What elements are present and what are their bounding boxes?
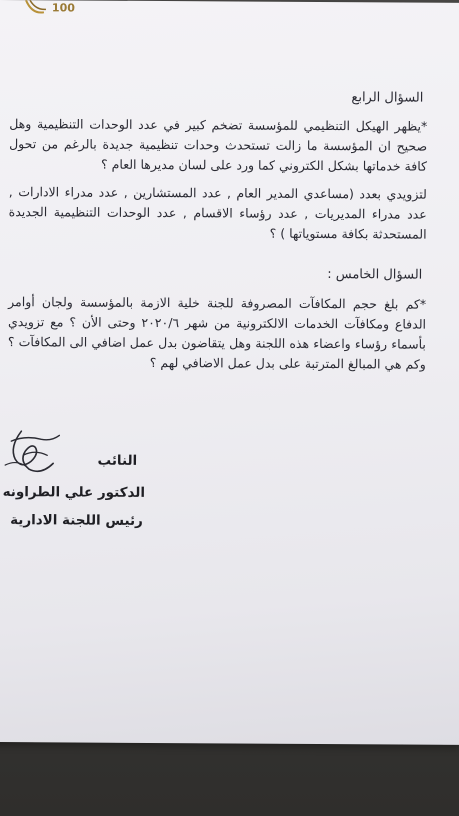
question-4-intro: *يظهر الهيكل التنظيمي للمؤسسة تضخم كبير في عدد الوحدات التنظيمية وهل صحيح ان المؤسسة ما زالت تستحدث وحدات تنظيمية جديدة بالرغم من تحول كافة خدماتها بشكل الكتروني كما ورد على لسان مديرها العام ؟	[9, 116, 428, 174]
question-5-heading: السؤال الخامس :	[327, 267, 423, 283]
question-5-body: *كم بلغ حجم المكافآت المصروفة للجنة خلية الازمة بالمؤسسة ولجان أوامر الدفاع ومكافآت الخدمات الالكترونية من شهر ٢٠٢٠/٦ وحتى الأن ؟ مع تزويدي بأسماء رؤساء واعضاء هذه اللجنة وهل يتقاضون بدل عمل اضافي الى المكافآت ؟ وكم هي المبالغ المترتبة على بدل عمل الاضافي لهم ؟	[7, 294, 427, 372]
signature-title: النائب	[97, 452, 138, 469]
signature-role: رئيس اللجنة الادارية	[10, 512, 143, 529]
logo-mark: 100	[51, 1, 75, 15]
question-4-heading: السؤال الرابع	[351, 90, 424, 106]
logo-icon	[22, 0, 78, 18]
handwritten-signature-icon	[1, 425, 63, 477]
question-4-request: لتزويدي بعدد (مساعدي المدير العام , عدد المستشارين , عدد مدراء الادارات , عدد مدراء المديريات , عدد رؤساء الاقسام , عدد الوحدات التنظيمية الجديدة المستحدثة بكافة مستوياتها ) ؟	[8, 184, 427, 242]
signature-name: الدكتور علي الطراونه	[2, 484, 146, 501]
